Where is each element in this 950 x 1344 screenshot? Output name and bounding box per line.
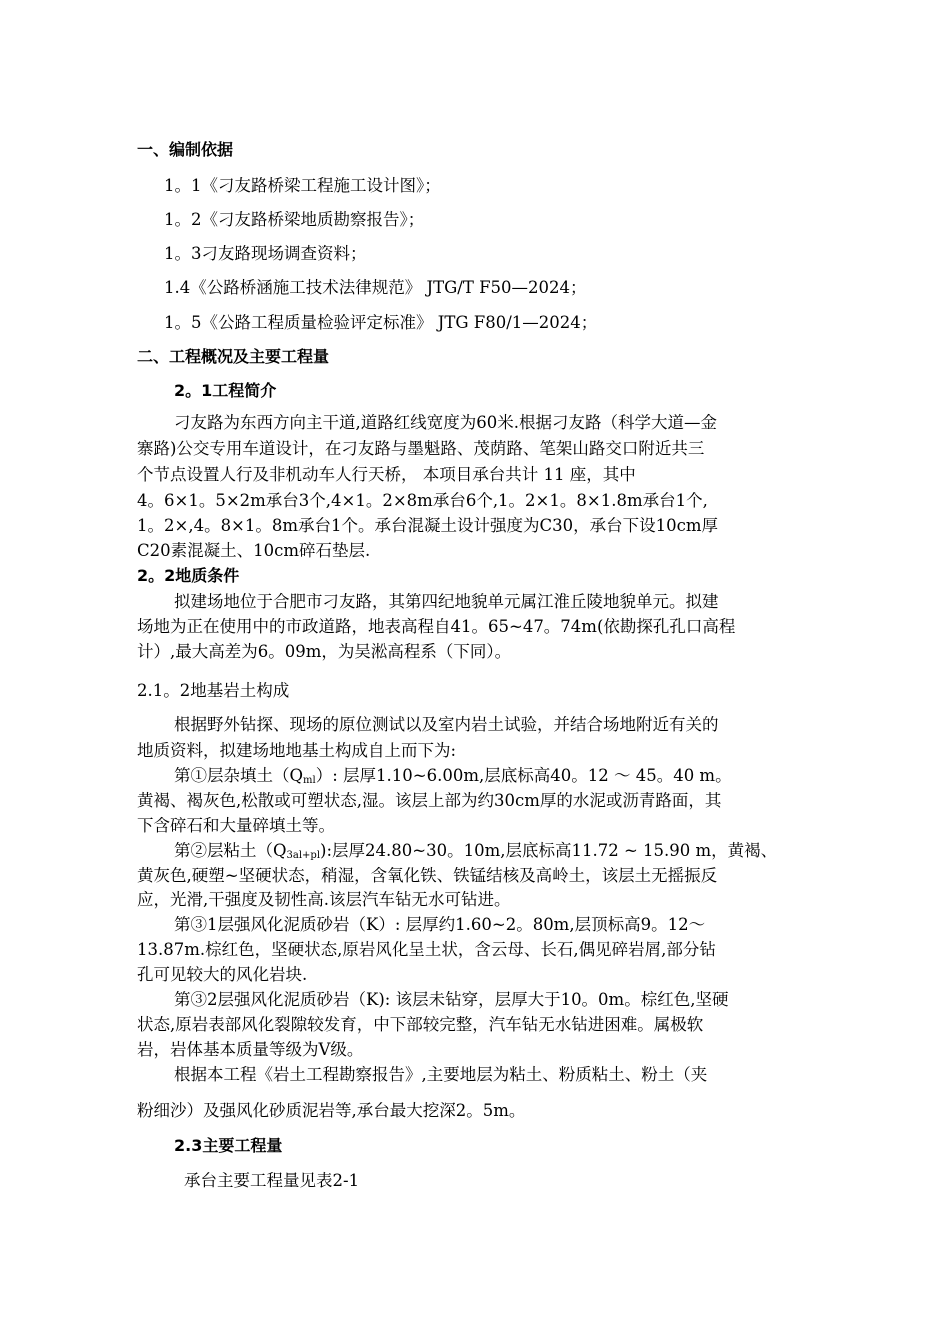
subsection-2-3-title: 2.3主要工程量 [174,1136,283,1155]
layer-1-line-3: 下含碎石和大量碎填土等。 [137,816,335,835]
geology-line-3: 计）,最大高差为6。09m，为吴淞高程系（下同）。 [137,642,512,661]
layer-3-2-line-3: 岩，岩体基本质量等级为Ⅴ级。 [137,1040,364,1059]
quantities-table-reference: 承台主要工程量见表2-1 [184,1171,360,1190]
overview-line-1: 刁友路为东西方向主干道,道路红线宽度为60米.根据刁友路（科学大道—金 [174,413,717,432]
layer-2-line-1 [174,840,777,865]
soil-intro-line-2: 地质资料，拟建场地地基土构成自上而下为: [137,741,457,760]
overview-line-2: 寨路)公交专用车道设计，在刁友路与墨魁路、茂荫路、笔架山路交口附近共三 [137,439,705,458]
layer-3-2-line-1: 第③2层强风化泥质砂岩（K): 该层未钻穿，层厚大于10。0m。棕红色,坚硬 [174,990,729,1009]
section-1-title: 一、编制依据 [137,140,234,159]
reference-item-2: 1。2《刁友路桥梁地质勘察报告》； [164,210,425,229]
layer-3-1-line-2: 13.87m.棕红色，坚硬状态,原岩风化呈土状，含云母、长石,偶见碎岩屑,部分钻 [137,940,716,959]
layer-1-suffix: ）: 层厚1.10~6.00m,层底标高40。12 ～ 45。40 m。 [315,766,732,785]
reference-item-3: 1。3刁友路现场调查资料； [164,244,367,263]
layer-2-prefix: 第②层粘土（Q [174,841,287,860]
layer-2-subscript: 3al+pl [286,850,321,861]
subsection-2-1-title: 2。1工程简介 [174,381,277,400]
layer-2-line-3: 应，光滑,干强度及韧性高.该层汽车钻无水可钻进。 [137,890,511,909]
geology-line-1: 拟建场地位于合肥市刁友路，其第四纪地貌单元属江淮丘陵地貌单元。拟建 [174,592,719,611]
overview-line-5: 1。2×,4。8×1。8m承台1个。承台混凝土设计强度为C30，承台下设10cm厚 [137,516,719,535]
summary-line-1: 根据本工程《岩土工程勘察报告》,主要地层为粘土、粉质粘土、粉土（夹 [174,1065,708,1084]
subsection-2-1-2-title: 2.1。2地基岩土构成 [137,681,290,700]
section-2-title: 二、工程概况及主要工程量 [137,347,330,366]
overview-line-6: C20素混凝土、10cm碎石垫层. [137,541,371,560]
layer-3-1-line-3: 孔可见较大的风化岩块. [137,965,308,984]
layer-3-1-line-1: 第③1层强风化泥质砂岩（K）: 层厚约1.60~2。80m,层顶标高9。12～ [174,915,706,934]
layer-1-subscript: ml [303,775,316,786]
overview-line-3: 个节点设置人行及非机动车人行天桥， 本项目承台共计 11 座，其中 [137,465,636,484]
reference-item-1: 1。1《刁友路桥梁工程施工设计图》； [164,176,441,195]
summary-line-2: 粉细沙）及强风化砂质泥岩等,承台最大挖深2。5m。 [137,1101,526,1120]
layer-3-2-line-2: 状态,原岩表部风化裂隙较发育，中下部较完整，汽车钻无水钻进困难。属极软 [137,1015,704,1034]
reference-item-4: 1.4《公路桥涵施工技术法律规范》 JTG/T F50—2024； [164,278,587,297]
layer-2-line-2: 黄灰色,硬塑~坚硬状态，稍湿，含氧化铁、铁锰结核及高岭土，该层土无摇振反 [137,866,718,885]
reference-item-5: 1。5《公路工程质量检验评定标准》 JTG F80/1—2024； [164,313,598,332]
layer-1-line-2: 黄褐、褐灰色,松散或可塑状态,湿。该层上部为约30cm厚的水泥或沥青路面，其 [137,791,722,810]
geology-line-2: 场地为正在使用中的市政道路，地表高程自41。65~47。74m(依勘探孔孔口高程 [137,617,736,636]
soil-intro-line-1: 根据野外钻探、现场的原位测试以及室内岩土试验，并结合场地附近有关的 [174,715,719,734]
layer-1-line-1 [174,765,732,790]
layer-1-prefix: 第①层杂填土（Q [174,766,304,785]
subsection-2-2-title: 2。2地质条件 [137,566,240,585]
layer-2-suffix: ):层厚24.80~30。10m,层底标高11.72 ~ 15.90 m，黄褐、 [320,841,778,860]
overview-line-4: 4。6×1。5×2m承台3个,4×1。2×8m承台6个,1。2×1。8×1.8m承台1个, [137,491,708,510]
